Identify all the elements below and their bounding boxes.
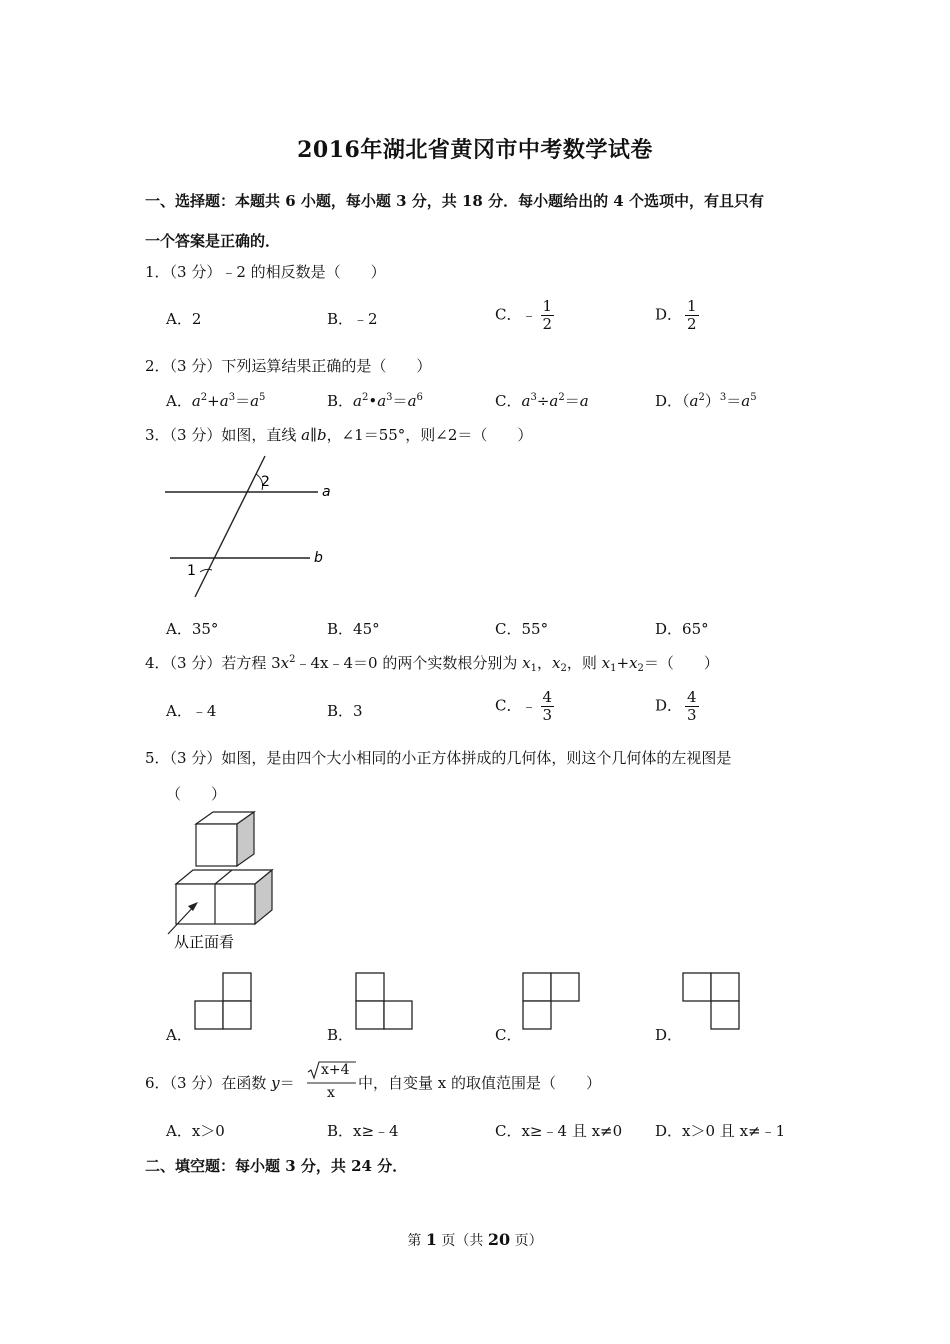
q3-option-d: D．65° [655,620,709,638]
line-b-label: b [314,550,323,566]
fraction-denominator: 2 [687,315,697,333]
q1-option-c [495,298,554,333]
question-2-stem: 2．（3 分）下列运算结果正确的是（ ） [145,357,432,375]
section1-heading-line2: 一个答案是正确的． [145,232,281,250]
q2-option-a-label: A． [166,392,192,410]
q3-stem-post: ，∠1＝55°，则∠2＝（ ） [326,426,533,444]
q6-option-d: D．x＞0 且 x≠﹣1 [655,1122,786,1140]
q2-option-c: C．$a^3\div a^2=a$ [495,392,589,410]
section2-heading: 二、填空题：每小题 3 分，共 24 分． [145,1157,408,1175]
sqrt-content: x+4 [321,1062,350,1078]
q6-option-a: A．x＞0 [166,1122,225,1140]
q4-stem-pre: 4．（3 分）若方程 3 [145,654,281,672]
transversal-line [195,456,265,597]
question-5-stem: 5．（3 分）如图，是由四个大小相同的小正方体拼成的几何体，则这个几何体的左视图是 [145,749,732,767]
fraction-numerator: 1 [542,297,553,315]
fraction-numerator: 4 [542,688,553,706]
q6-option-c: C．x≥﹣4 且 x≠0 [495,1122,623,1140]
q6-stem-pre: 6．（3 分）在函数 [145,1074,272,1092]
angle-1-arc [200,569,212,572]
angle-1-label: 1 [187,563,196,579]
q5-option-c: C． [495,1026,522,1044]
angle-2-label: 2 [261,474,270,490]
q5-option-b-view [355,972,415,1032]
q4-stem-post: ＝（ ） [643,654,719,672]
q1-option-c-label: C． [495,305,522,324]
section1-heading-line1: 一、选择题：本题共 6 小题，每小题 3 分，共 18 分．每小题给出的 4 个选项中，有且只有 [145,192,764,210]
q4-option-c-label: C． [495,696,522,715]
q1-option-c-fraction [541,298,555,333]
q1-option-d [655,298,699,333]
footer-post: 页） [510,1233,543,1249]
question-6-stem-pre: 6．（3 分）在函数 y＝ [145,1074,295,1092]
q1-option-c-sign: ﹣ [521,305,537,324]
question-6-stem-post: 中，自变量 x 的取值范围是（ ） [358,1074,601,1092]
q5-option-d: D． [655,1026,683,1044]
q1-option-d-fraction [685,298,699,333]
fraction-denominator: 2 [542,315,553,333]
q3-option-b: B．45° [327,620,380,638]
fraction-denominator: 3 [542,706,553,724]
q5-option-c-view [522,972,582,1032]
q1-option-b: B．﹣2 [327,310,378,328]
q6-stem-y: y [271,1074,280,1092]
fraction-numerator: 4 [687,688,697,706]
q4-option-d [655,689,699,724]
q4-option-c-sign: ﹣ [521,696,537,715]
q2-option-d-label: D． [655,392,683,410]
question-5-stem-cont: （ ） [166,785,227,803]
q6-option-b: B．x≥﹣4 [327,1122,399,1140]
cube-stack-figure [160,810,290,955]
q2-option-d: D．$(a^2)^3=a^5$ [655,392,757,410]
question-4-stem: 4．（3 分）若方程 $3x^2﹣4x﹣4=0$ 的两个实数根分别为 $x_1$，$x_2$，则 $x_1+x_2=$（ ） [145,654,719,674]
line-a-label: a [322,484,331,500]
q5-option-a-view [194,972,254,1032]
q4-option-d-fraction [685,689,699,724]
q4-option-a: A．﹣4 [166,702,217,720]
question-1-stem: 1．（3 分）﹣2 的相反数是（ ） [145,263,386,281]
page-total: 20 [487,1230,511,1249]
fraction-denominator: 3 [687,706,697,724]
q3-option-a: A．35° [166,620,219,638]
q3-option-c: C．55° [495,620,549,638]
q5-option-b: B． [327,1026,354,1044]
q4-option-c [495,689,554,724]
q5-option-a: A． [166,1026,192,1044]
fraction-denominator: x [327,1085,335,1101]
page-title: 2016年湖北省黄冈市中考数学试卷 [297,137,653,163]
q3-stem-pre: 3．（3 分）如图，直线 [145,426,302,444]
q4-option-c-fraction [541,689,555,724]
q4-option-d-label: D． [655,696,683,715]
q2-option-a: A．$a^2+a^3=a^5$ [166,392,266,410]
fraction-numerator: 1 [687,297,697,315]
page-number: 1 [425,1230,437,1249]
top-cube-front-face [196,824,237,866]
page-footer [0,1230,950,1250]
parallel-lines-figure [160,452,340,602]
q2-option-b-label: B． [327,392,354,410]
q1-option-a: A．2 [166,310,202,328]
q2-option-c-label: C． [495,392,522,410]
q5-option-d-view [682,972,742,1032]
q1-option-d-label: D． [655,305,683,324]
q2-option-b: B．$a^2•a^3=a^6$ [327,392,423,410]
front-view-caption: 从正面看 [174,933,235,951]
q4-stem-mid: ﹣4x﹣4＝0 的两个实数根分别为 [295,654,523,672]
question-3-stem [145,424,532,445]
q4-option-b: B．3 [327,702,363,720]
footer-pre: 第 [407,1233,426,1249]
footer-mid: 页（共 [436,1233,488,1249]
q3-stem-parallel: a∥b [301,426,327,444]
